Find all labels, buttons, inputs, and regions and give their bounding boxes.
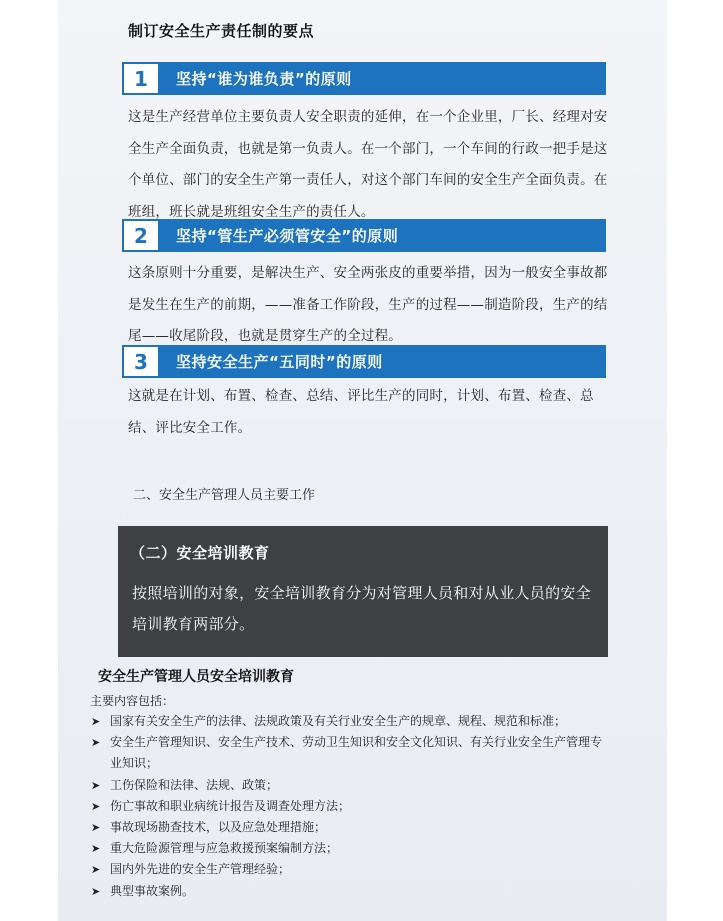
principle-2-title: 坚持“管生产必须管安全”的原则 — [176, 227, 399, 245]
arrow-bullet-icon: ➤ — [91, 863, 101, 877]
arrow-bullet-icon: ➤ — [91, 736, 101, 750]
list-item: ➤ 典型事故案例。 — [90, 881, 630, 902]
principle-2-text: 这条原则十分重要，是解决生产、安全两张皮的重要举措，因为一般安全事故都是发生在生产的前期，——准备工作阶段，生产的过程——制造阶段，生产的结尾——收尾阶段，也就是贯穿生产的全过程。 — [128, 265, 608, 344]
principle-1-title: 坚持“谁为谁负责”的原则 — [176, 70, 352, 88]
list-item: ➤ 事故现场勘查技术，以及应急处理措施； — [90, 817, 630, 838]
arrow-bullet-icon: ➤ — [91, 884, 101, 898]
principle-1-number: 1 — [124, 64, 158, 93]
training-box-text: 按照培训的对象，安全培训教育分为对管理人员和对从业人员的安全培训教育两部分。 — [132, 584, 592, 633]
training-intro: 主要内容包括： — [90, 694, 175, 708]
principle-3-header — [122, 345, 606, 378]
list-item: ➤ 国家有关安全生产的法律、法规政策及有关行业安全生产的规章、规程、规范和标准； — [90, 711, 630, 732]
list-item: ➤ 重大危险源管理与应急救援预案编制方法； — [90, 838, 630, 859]
list-item: ➤ 工伤保险和法律、法规、政策； — [90, 775, 630, 796]
training-box-title: （二）安全培训教育 — [130, 544, 270, 562]
principle-2-number: 2 — [124, 221, 158, 250]
principle-3-number: 3 — [124, 347, 158, 376]
principle-1-text: 这是生产经营单位主要负责人安全职责的延伸，在一个企业里，厂长、经理对安全生产全面负责，也就是第一负责人。在一个部门，一个车间的行政一把手是这个单位、部门的安全生产第一责任人，对这个部门车间的安全生产全面负责。在班组，班长就是班组安全生产的责任人。 — [128, 109, 608, 220]
arrow-bullet-icon: ➤ — [91, 799, 101, 813]
arrow-bullet-icon: ➤ — [91, 778, 101, 792]
training-title: 安全生产管理人员安全培训教育 — [98, 669, 294, 685]
arrow-bullet-icon: ➤ — [91, 842, 101, 856]
principle-3-text: 这就是在计划、布置、检查、总结、评比生产的同时，计划、布置、检查、总结、评比安全工作。 — [128, 388, 594, 436]
training-list — [90, 711, 630, 902]
list-item: ➤ 国内外先进的安全生产管理经验； — [90, 859, 630, 880]
principle-3-title: 坚持安全生产“五同时”的原则 — [176, 353, 383, 371]
document-title: 制订安全生产责任制的要点 — [128, 22, 315, 40]
list-item: ➤ 安全生产管理知识、安全生产技术、劳动卫生知识和安全文化知识、有关行业安全生产管理专业知识； — [90, 732, 630, 774]
list-item: ➤ 伤亡事故和职业病统计报告及调查处理方法； — [90, 796, 630, 817]
principle-1-header — [122, 62, 606, 95]
arrow-bullet-icon: ➤ — [91, 715, 101, 728]
section-heading: 二、安全生产管理人员主要工作 — [133, 488, 316, 503]
arrow-bullet-icon: ➤ — [91, 821, 101, 835]
principle-2-header — [122, 219, 606, 252]
training-summary-box — [118, 526, 608, 657]
